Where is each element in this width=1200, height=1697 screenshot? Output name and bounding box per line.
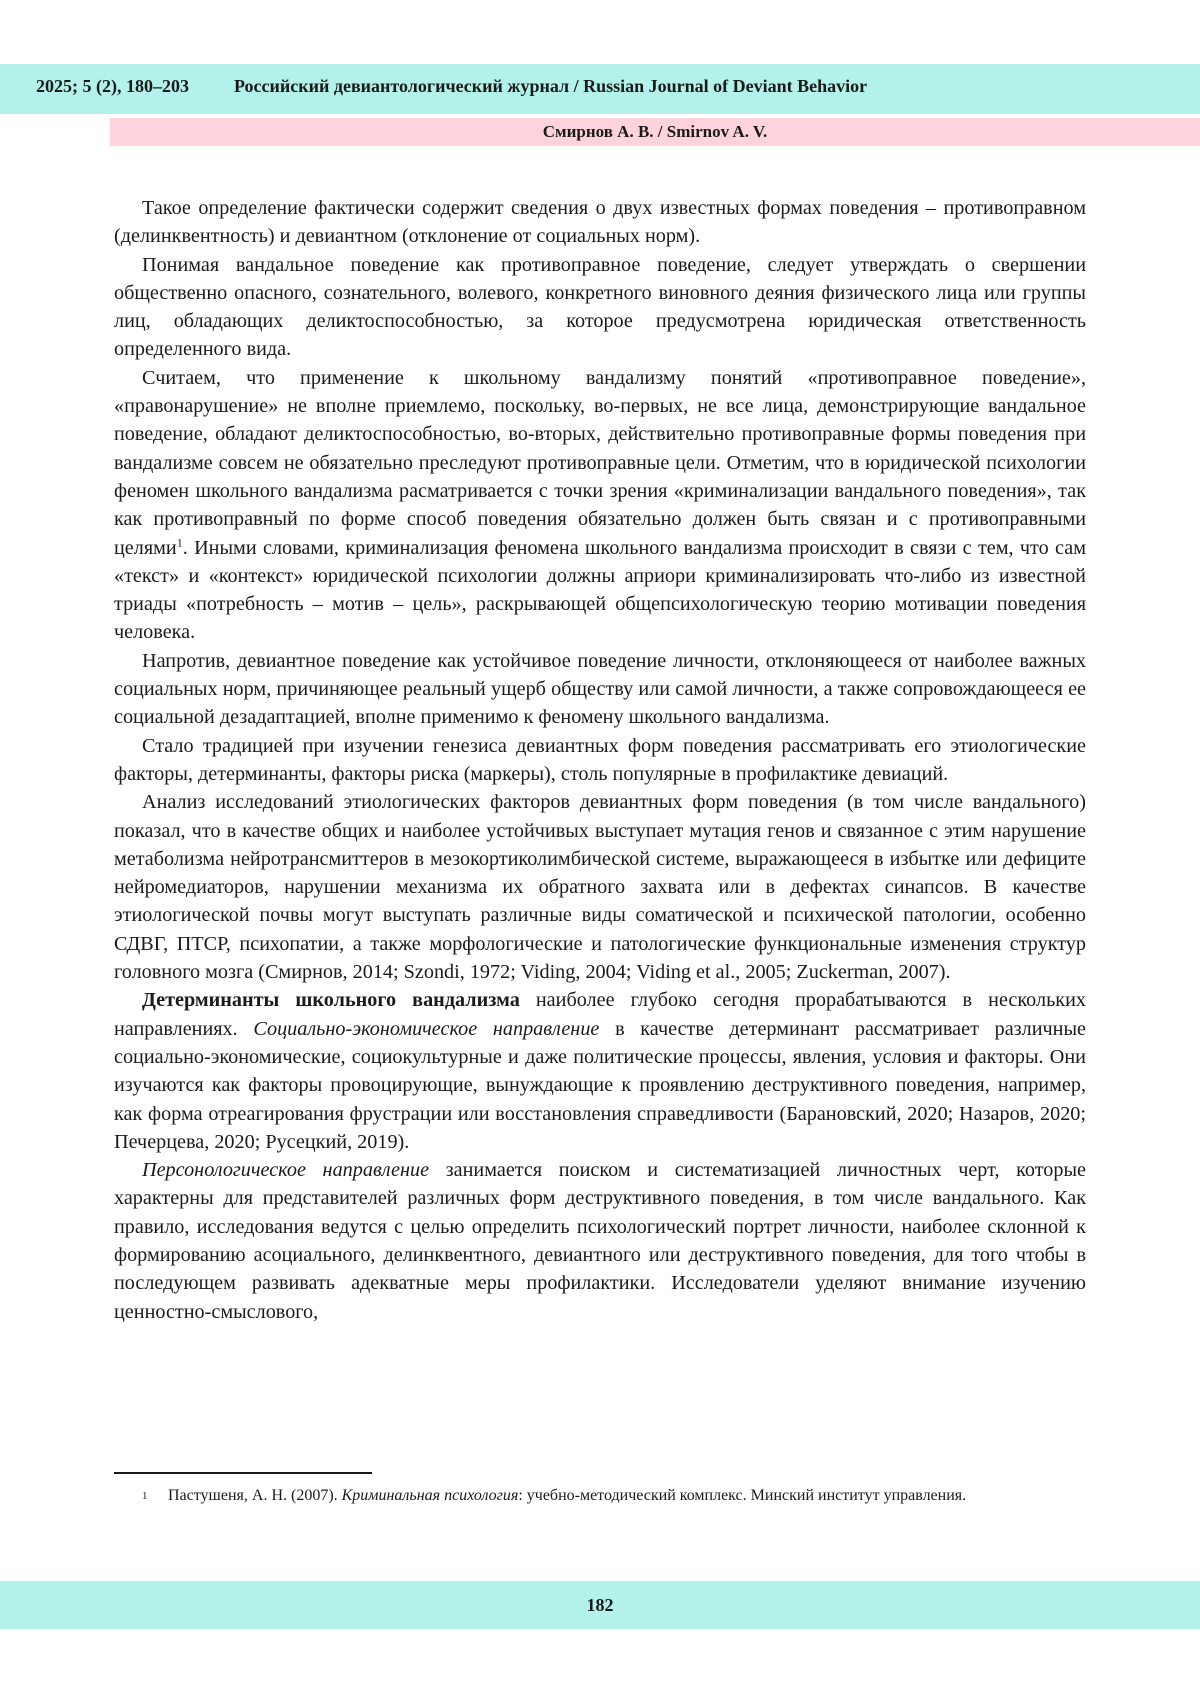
page-number: 182 <box>586 1595 614 1615</box>
footnote-text-b: : учебно-методический комплекс. Минский институт управления. <box>518 1487 967 1504</box>
paragraph-8-italic-term: Персонологическое направление <box>142 1159 430 1182</box>
paragraph-4: Напротив, девиантное поведение как устойчивое поведение личности, отклоняющееся от наиболее важных социальных норм, причиняющее реальный ущерб обществу или самой личности, а также сопровождающееся ее социальной дезадаптацией, вполне применимо к феномену школьного вандализма. <box>114 649 1086 729</box>
paragraph-8-text: занимается поиском и систематизацией личностных черт, которые характерны для представителей различных форм деструктивного поведения, в том числе вандального. Как правило, исследования ведутся с целью определить психологический портрет личности, наиболее склонной к формированию асоциального, делинквентного, девиантного или деструктивного поведения, для того чтобы в последующем развивать адекватные меры профилактики. Исследователи уделяют внимание изучению ценностно-смыслового, <box>114 1159 1086 1323</box>
footnote <box>114 1484 1086 1508</box>
paragraph-3-text-a: Считаем, что применение к школьному вандализму понятий «противоправное поведение», «правонарушение» не вполне приемлемо, поскольку, во-первых, не все лица, демонстрирующие вандальное поведение, обладают деликтоспособностью, во-вторых, действительно противоправные формы поведения при вандализме совсем не обязательно преследуют противоправные цели. Отметим, что в юридической психологии феномен школьного вандализма расматривается с точки зрения «криминализации вандального поведения», так как противоправный по форме способ поведения обязательно должен быть связан и с противоправными целями <box>114 366 1086 559</box>
paragraph-2: Понимая вандальное поведение как противоправное поведение, следует утверждать о свершении общественно опасного, сознательного, волевого, конкретного виновного деяния физического лица или группы лиц, обладающих деликтоспособностью, за которое предусмотрена юридическая ответственность определенного вида. <box>114 253 1086 361</box>
issue-citation: 2025; 5 (2), 180–203 <box>36 76 189 96</box>
paragraph-7 <box>114 986 1086 1156</box>
journal-header-band <box>0 64 1200 114</box>
paragraph-5: Стало традицией при изучении генезиса девиантных форм поведения рассматривать его этиологические факторы, детерминанты, факторы риска (маркеры), столь популярные в профилактике девиаций. <box>114 734 1086 785</box>
paragraph-6: Анализ исследований этиологических факторов девиантных форм поведения (в том числе вандального) показал, что в качестве общих и наиболее устойчивых выступает мутация генов и связанное с этим нарушение метаболизма нейротрансмиттеров в мезокортиколимбической системе, выражающееся в избытке или дефиците нейромедиаторов, нарушении механизма их обратного захвата или в дефектах синапсов. В качестве этиологической почвы могут выступать различные виды соматической и психической патологии, особенно СДВГ, ПТСР, психопатии, а также морфологические и патологические функциональные изменения структур головного мозга (Смирнов, 2014; Szondi, 1972; Viding, 2004; Viding et al., 2005; Zuckerman, 2007). <box>114 791 1086 984</box>
author-header-band <box>110 118 1200 146</box>
paragraph-1: Такое определение фактически содержит сведения о двух известных формах поведения – противоправном (делинквентность) и девиантном (отклонение от социальных норм). <box>114 197 1086 248</box>
paragraph-3 <box>114 364 1086 647</box>
footnote-text-a: Пастушеня, А. Н. (2007). <box>168 1487 342 1504</box>
journal-title: Российский девиантологический журнал / Russian Journal of Deviant Behavior <box>234 76 868 96</box>
paragraph-7-italic-term: Социально-экономическое направление <box>253 1017 600 1040</box>
paragraph-8 <box>114 1156 1086 1326</box>
footnote-reference[interactable]: 1 <box>176 534 183 549</box>
paragraph-7-bold-term: Детерминанты школьного вандализма <box>142 989 520 1012</box>
page-footer-band <box>0 1581 1200 1629</box>
footnote-book-title: Криминальная психология <box>341 1487 519 1504</box>
paragraph-7-text-b: в качестве детерминант рассматривает различные социально-экономические, социокультурные и даже политические процессы, явления, условия и факторы. Они изучаются как факторы провоцирующие, вынуждающие к проявлению деструктивного поведения, например, как форма отреагирования фрустрации или восстановления справедливости (Барановский, 2020; Назаров, 2020; Печерцева, 2020; Русецкий, 2019). <box>114 1017 1086 1153</box>
footnote-number: 1 <box>142 1490 148 1502</box>
author-running-head: Смирнов А. В. / Smirnov A. V. <box>542 122 768 141</box>
paragraph-3-text-b: . Иными словами, криминализация феномена школьного вандализма происходит в связи с тем, что сам «текст» и «контекст» юридической психологии должны априори криминализировать что-либо из известной триады «потребность – мотив – цель», раскрывающей общепсихологическую теорию мотивации поведения человека. <box>114 536 1086 644</box>
paragraph-7-text-a: наиболее глубоко сегодня прорабатываются в нескольких направлениях. <box>114 989 1086 1040</box>
article-body <box>114 194 1086 1326</box>
footnote-divider <box>114 1472 372 1474</box>
